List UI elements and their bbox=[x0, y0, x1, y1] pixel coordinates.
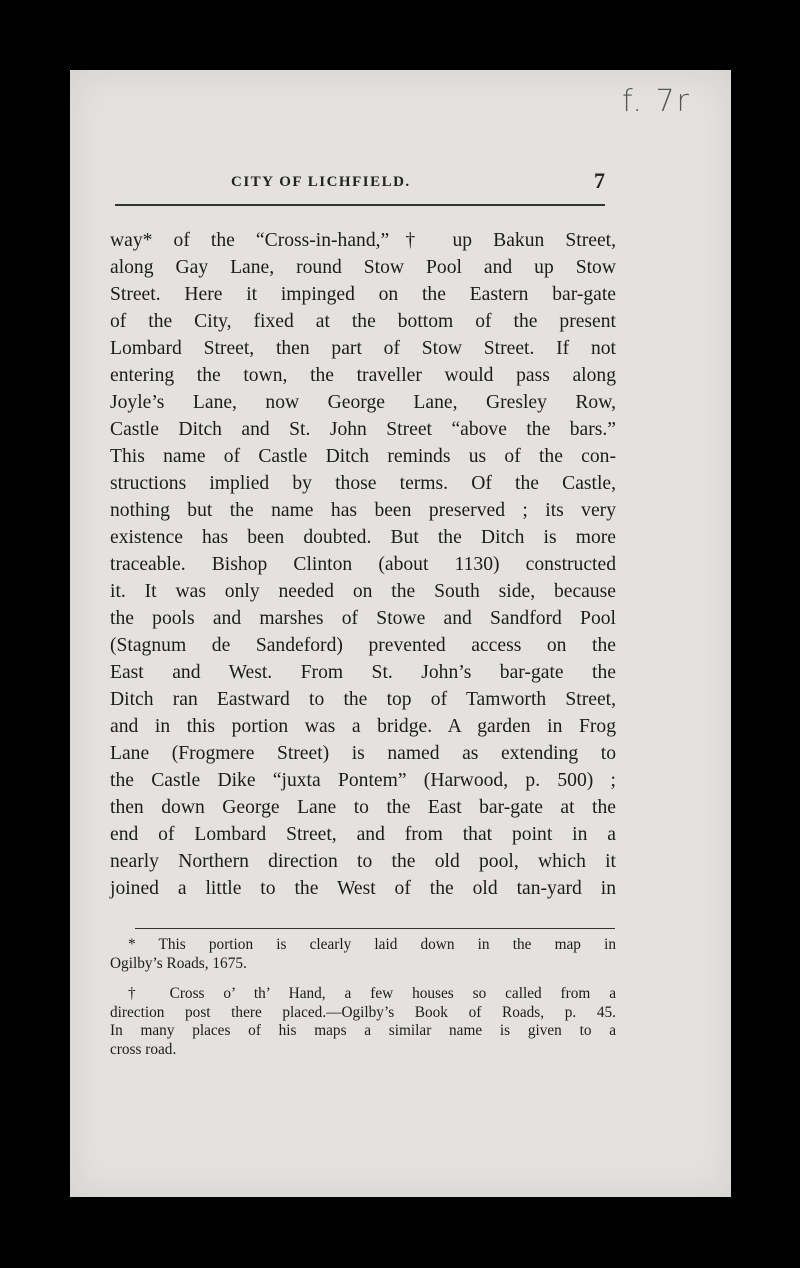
body-line: Castle Ditch and St. John Street “above the bars.” bbox=[110, 419, 616, 440]
footnote-asterisk bbox=[110, 936, 616, 973]
body-line: existence has been doubted. But the Ditch is more bbox=[110, 527, 616, 548]
running-title: CITY OF LICHFIELD. bbox=[231, 174, 411, 190]
body-line: the pools and marshes of Stowe and Sandford Pool bbox=[110, 608, 616, 629]
body-line: along Gay Lane, round Stow Pool and up Stow bbox=[110, 257, 616, 278]
body-line: nearly Northern direction to the old pool, which it bbox=[110, 851, 616, 872]
footnote-line: cross road. bbox=[110, 1040, 177, 1058]
footnotes bbox=[110, 936, 616, 1059]
body-line: This name of Castle Ditch reminds us of the con- bbox=[110, 446, 616, 467]
body-line: of the City, fixed at the bottom of the present bbox=[110, 311, 616, 332]
page-number: 7 bbox=[594, 168, 605, 193]
body-line: then down George Lane to the East bar-gate at the bbox=[110, 797, 616, 818]
body-line: the Castle Dike “juxta Pontem” (Harwood, p. 500) ; bbox=[110, 770, 616, 791]
body-text bbox=[110, 227, 616, 902]
body-line: traceable. Bishop Clinton (about 1130) constructed bbox=[110, 554, 616, 575]
footnote-line: * This portion is clearly laid down in the map in bbox=[128, 936, 616, 953]
body-line: entering the town, the traveller would pass along bbox=[110, 365, 616, 386]
body-line: Street. Here it impinged on the Eastern bar-gate bbox=[110, 284, 616, 305]
body-line: East and West. From St. John’s bar-gate the bbox=[110, 662, 616, 683]
body-line: it. It was only needed on the South side, because bbox=[110, 581, 616, 602]
footnote-line: † Cross o’ th’ Hand, a few houses so called from a bbox=[128, 985, 616, 1002]
book-page bbox=[70, 70, 731, 1197]
body-line: nothing but the name has been preserved ; its very bbox=[110, 500, 616, 521]
body-line: Joyle’s Lane, now George Lane, Gresley Row, bbox=[110, 392, 616, 413]
folio-mark: f. 7r bbox=[622, 84, 691, 119]
body-line: structions implied by those terms. Of the Castle, bbox=[110, 473, 616, 494]
body-line: end of Lombard Street, and from that point in a bbox=[110, 824, 616, 845]
footnote-rule bbox=[135, 928, 615, 929]
footnote-line: Ogilby’s Roads, 1675. bbox=[110, 954, 247, 972]
body-line: joined a little to the West of the old tan-yard in bbox=[110, 878, 616, 899]
body-line: (Stagnum de Sandeford) prevented access on the bbox=[110, 635, 616, 656]
footnote-line: direction post there placed.—Ogilby’s Book of Roads, p. 45. bbox=[110, 1003, 616, 1021]
body-line: Lombard Street, then part of Stow Street. If not bbox=[110, 338, 616, 359]
running-header bbox=[115, 170, 605, 206]
footnote-line: In many places of his maps a similar name is given to a bbox=[110, 1022, 616, 1039]
body-line: and in this portion was a bridge. A garden in Frog bbox=[110, 716, 616, 737]
body-line: Ditch ran Eastward to the top of Tamworth Street, bbox=[110, 689, 616, 710]
body-line: way* of the “Cross-in-hand,”† up Bakun Street, bbox=[110, 230, 616, 251]
footnote-dagger bbox=[110, 985, 616, 1059]
body-line: Lane (Frogmere Street) is named as extending to bbox=[110, 743, 616, 764]
